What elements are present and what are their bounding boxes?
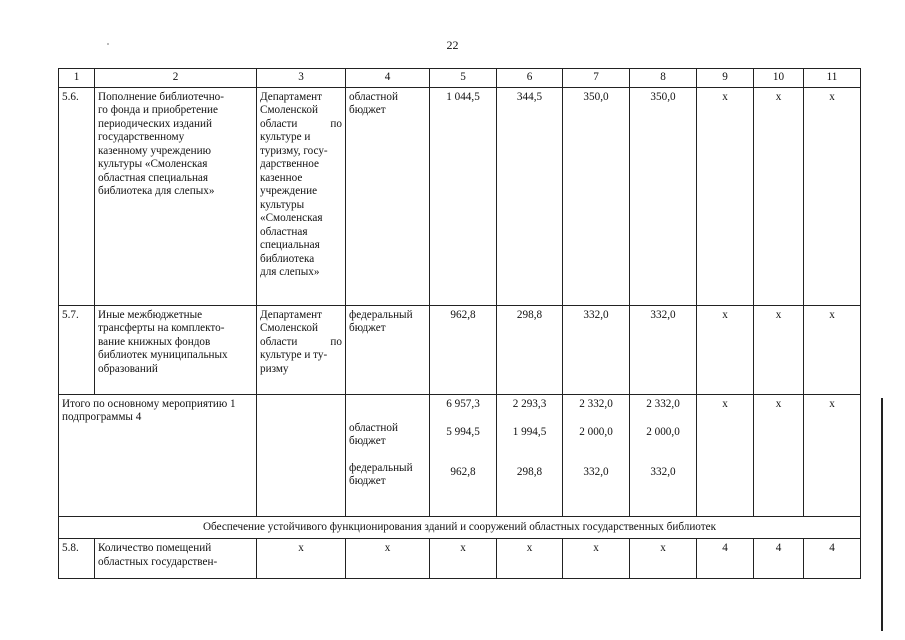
value-cell: x [754,87,804,305]
value-total: 2 332,0 [646,397,680,410]
value-regional: 2 000,0 [646,425,680,438]
text-line: областная [260,225,308,238]
text-line: специальная [260,239,320,251]
margin-line [881,398,883,631]
value-regional: 2 000,0 [579,425,613,438]
text-line: областная специальная [98,171,209,184]
header-row [59,69,861,88]
value-total: 2 332,0 [579,397,613,410]
row-number: 5.6. [59,87,95,305]
value-cell: 4 [804,539,861,579]
value-cell: x [804,394,861,516]
text-line: образований [98,362,158,375]
value-cell: 4 [697,539,754,579]
budget-table [58,68,861,579]
value-cell: x [804,305,861,394]
col-header: 3 [257,69,346,88]
text-line: «Смоленская [260,212,323,224]
value-cell: x [430,539,497,579]
value-cell: x [563,539,630,579]
text-line: для слепых» [260,266,320,278]
value-cell: x [697,87,754,305]
text-line: казенное [260,171,303,184]
text-line: государственному [98,131,185,143]
funding-source: федеральный бюджет [346,305,430,394]
value-cell: x [497,539,563,579]
value-cell: 298,8 [497,305,563,394]
table-row [59,305,861,394]
value-total: 6 957,3 [446,397,480,410]
value-stack [563,394,630,516]
row-number: 5.7. [59,305,95,394]
text-line: ризму [260,362,289,375]
text-line: казенному учреждению [98,144,211,157]
text-line: культуры [260,198,305,211]
text-line: периодических изданий [98,117,212,130]
value-cell: x [257,539,346,579]
value-cell: x [804,87,861,305]
value-cell: 344,5 [497,87,563,305]
value-federal: 332,0 [583,465,609,478]
col-header: 8 [630,69,697,88]
value-cell: x [346,539,430,579]
total-label: Итого по основному мероприятию 1 подпрограммы 4 [59,394,257,516]
value-federal: 332,0 [650,465,676,478]
text-line: учреждение [260,185,318,197]
value-regional: 1 994,5 [512,425,547,438]
executor [257,87,346,305]
text-line: туризму, госу- [260,144,328,157]
value-cell: 1 044,5 [430,87,497,305]
col-header: 1 [59,69,95,88]
funding-source [346,394,430,516]
text-line: трансферты на комплекто- [98,322,225,334]
text-line: библиотека для слепых» [98,185,215,197]
total-row [59,394,861,516]
value-cell: 962,8 [430,305,497,394]
text-line: библиотек муниципальных [98,349,228,361]
col-header: 5 [430,69,497,88]
text-line: областных государствен- [98,555,218,568]
value-cell: x [630,539,697,579]
text-line: Смоленской [260,104,318,116]
text-line: го фонда и приобретение [98,104,218,116]
value-cell: 350,0 [563,87,630,305]
value-cell: x [697,394,754,516]
text-line: области по [260,117,342,130]
section-title: Обеспечение устойчивого функционирования зданий и сооружений областных государственных библиотек [59,516,861,539]
col-header: 6 [497,69,563,88]
text-line: Департамент [260,308,323,321]
col-header: 9 [697,69,754,88]
text-line: культуры «Смоленская [98,158,208,170]
empty-cell [257,394,346,516]
table-row [59,87,861,305]
value-regional: 5 994,5 [446,425,480,438]
text-line: области по [260,335,342,348]
row-number: 5.8. [59,539,95,579]
measure-name [95,539,257,579]
col-header: 7 [563,69,630,88]
value-stack [497,394,563,516]
value-federal: 298,8 [516,465,543,478]
value-stack [430,394,497,516]
value-cell: 350,0 [630,87,697,305]
executor [257,305,346,394]
funding-source-regional: областной бюджет [349,421,398,447]
text-line: Количество помещений [98,542,212,554]
text-line: культуре и ту- [260,349,328,361]
text-line: вание книжных фондов [98,335,211,348]
text-line: культуре и [260,131,311,143]
text-line: дарственное [260,158,319,170]
text-line: Иные межбюджетные [98,308,203,321]
measure-name [95,87,257,305]
col-header: 2 [95,69,257,88]
table-row [59,539,861,579]
value-cell: x [697,305,754,394]
value-cell: 332,0 [630,305,697,394]
value-cell: x [754,305,804,394]
value-total: 2 293,3 [512,397,547,410]
value-federal: 962,8 [450,465,476,478]
col-header: 10 [754,69,804,88]
measure-name [95,305,257,394]
value-cell: x [754,394,804,516]
section-heading-row [59,516,861,539]
text-line: библиотека [260,252,315,265]
text-line: Департамент [260,90,323,103]
funding-source: областной бюджет [346,87,430,305]
text-line: Смоленской [260,322,318,334]
value-cell: 4 [754,539,804,579]
value-cell: 332,0 [563,305,630,394]
col-header: 4 [346,69,430,88]
funding-source-federal: федеральный бюджет [349,461,413,487]
page-number: 22 [446,38,459,52]
text-line: Пополнение библиотечно- [98,90,224,103]
value-stack [630,394,697,516]
col-header: 11 [804,69,861,88]
